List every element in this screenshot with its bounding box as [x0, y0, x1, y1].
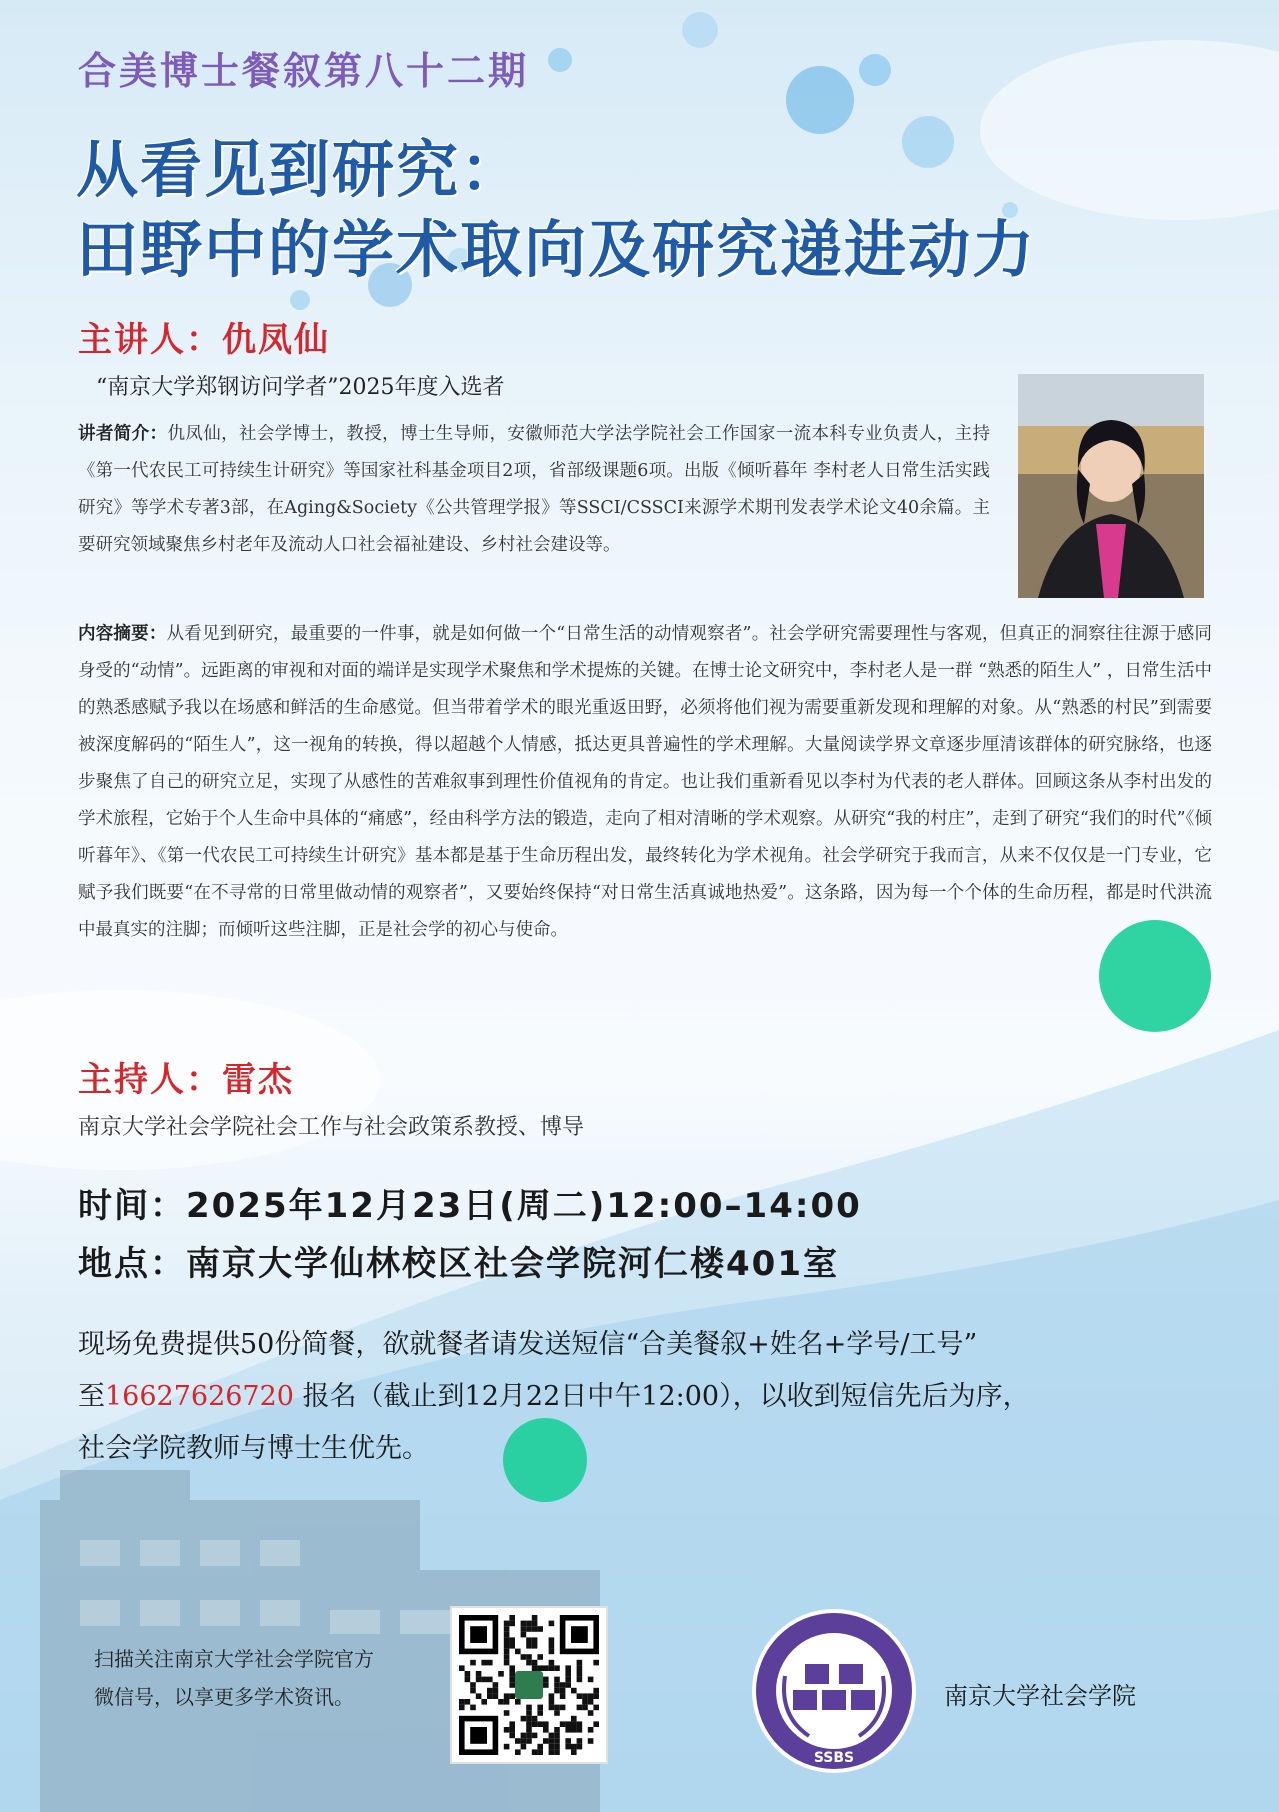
speaker-portrait-illustration: [1018, 374, 1204, 598]
meal-line-3: 社会学院教师与博士生优先。: [78, 1433, 429, 1464]
abstract-label: 内容摘要：: [78, 624, 167, 644]
abstract: [78, 616, 1212, 949]
bio-label: 讲者简介：: [78, 424, 168, 444]
school-name: 南京大学社会学院: [944, 1682, 1136, 1710]
event-time: 时间：2025年12月23日(周二)12:00–14:00: [78, 1186, 862, 1226]
qr-caption-line-1: 扫描关注南京大学社会学院官方: [94, 1647, 374, 1671]
meal-line-2-prefix: 至: [78, 1381, 105, 1412]
qr-caption-line-2: 微信号，以享更多学术资讯。: [94, 1685, 354, 1709]
speaker-bio: [78, 416, 990, 564]
phone-number: 16627626720: [105, 1381, 294, 1412]
abstract-text: 从看见到研究，最重要的一件事，就是如何做一个“日常生活的动情观察者”。社会学研究需要理性与客观，但真正的洞察往往源于感同身受的“动情”。远距离的审视和对面的端详是实现学术聚焦和学术提炼的关键。在博士论文研究中，李村老人是一群 “熟悉的陌生人” ，日常生活中的熟悉感赋予我以在场感和鲜活的生命感觉。但当带着学术的眼光重返田野，必须将他们视为需要重新发现和理解的对象。从“熟悉的村民”到需要被深度解码的“陌生人”，这一视角的转换，得以超越个人情感，抵达更具普遍性的学术理解。大量阅读学界文章逐步厘清该群体的研究脉络，也逐步聚焦了自己的研究立足，实现了从感性的苦难叙事到理性价值视角的肯定。也让我们重新看见以李村为代表的老人群体。回顾这条从李村出发的学术旅程，它始于个人生命中具体的“痛感”，经由科学方法的锻造，走向了相对清晰的学术观察。从研究“我的村庄”，走到了研究“我们的时代”《倾听暮年》、《第一代农民工可持续生计研究》基本都是基于生命历程出发，最终转化为学术视角。社会学研究于我而言，从来不仅仅是一门专业，它赋予我们既要“在不寻常的日常里做动情的观察者”，又要始终保持“对日常生活真诚地热爱”。这条路，因为每一个个体的生命历程，都是时代洪流中最真实的注脚；而倾听这些注脚，正是社会学的初心与使命。: [78, 624, 1213, 940]
speaker-heading: 主讲人：仇凤仙: [78, 320, 330, 360]
qr-code-pattern: [452, 1608, 606, 1762]
speaker-honor: “南京大学郑钢访问学者”2025年度入选者: [96, 375, 505, 400]
host-affiliation: 南京大学社会学院社会工作与社会政策系教授、博导: [78, 1115, 585, 1140]
logo-text: SSBS: [813, 1750, 855, 1766]
series-title: 合美博士餐叙第八十二期: [78, 49, 530, 93]
meal-line-1: 现场免费提供50份简餐，欲就餐者请发送短信“合美餐叙+姓名+学号/工号”: [78, 1329, 978, 1360]
talk-title-line-2: 田野中的学术取向及研究递进动力: [76, 213, 1037, 286]
wechat-qr-code[interactable]: [450, 1606, 608, 1764]
talk-title-line-1: 从看见到研究：: [76, 133, 525, 206]
bio-text: 仇凤仙，社会学博士，教授，博士生导师，安徽师范大学法学院社会工作国家一流本科专业负责人，主持《第一代农民工可持续生计研究》等国家社科基金项目2项，省部级课题6项。出版《倾听暮年 李村老人日常生活实践研究》等学术专著3部，在Aging&Society《公共管理学报》等SSCI/CSSCI来源学术期刊发表学术论文40余篇。主要研究领域聚焦乡村老年及流动人口社会福祉建设、乡村社会建设等。: [78, 424, 990, 555]
event-place: 地点：南京大学仙林校区社会学院河仁楼401室: [78, 1244, 839, 1284]
meal-line-2-suffix: 报名（截止到12月22日中午12:00），以收到短信先后为序，: [293, 1381, 1030, 1412]
speaker-photo: [1018, 374, 1204, 598]
school-logo: [749, 1606, 919, 1776]
qr-caption: [94, 1640, 374, 1716]
meal-line-2: [78, 1374, 1030, 1413]
ssbs-emblem: [749, 1606, 919, 1776]
host-heading: 主持人：雷杰: [78, 1060, 294, 1100]
